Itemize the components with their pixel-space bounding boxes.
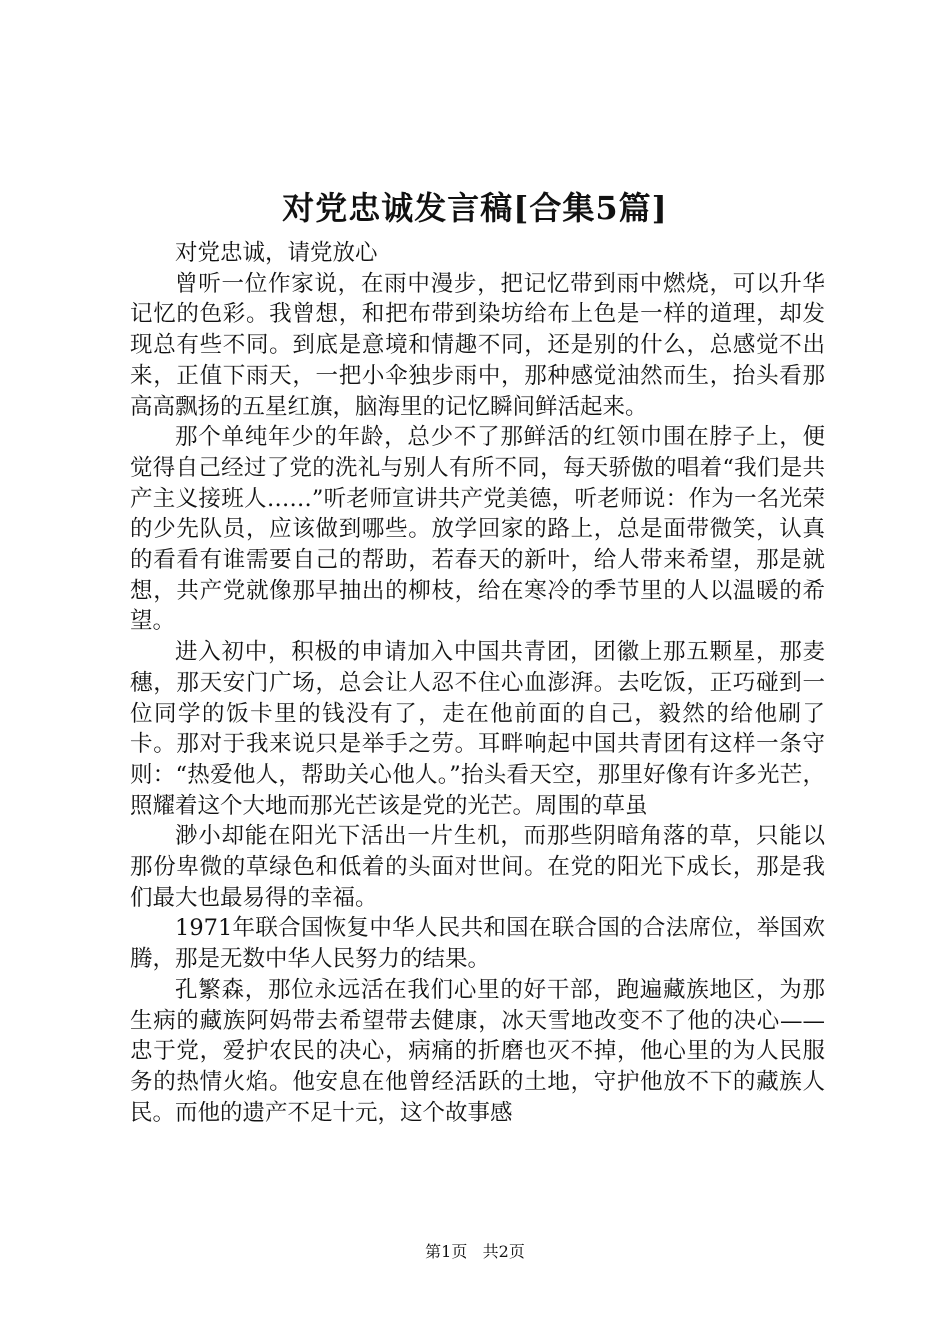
page-number: 第1页: [425, 1242, 468, 1261]
page-footer: [0, 1241, 950, 1263]
paragraph: 那个单纯年少的年龄，总少不了那鲜活的红领巾围在脖子上，便觉得自己经过了党的洗礼与别人有所不同，每天骄傲的唱着“我们是共产主义接班人……”听老师宣讲共产党美德，听老师说：作为一名光荣的少先队员，应该做到哪些。放学回家的路上，总是面带微笑，认真的看看有谁需要自己的帮助，若春天的新叶，给人带来希望，那是就想，共产党就像那早抽出的柳枝，给在寒冷的季节里的人以温暖的希望。: [130, 424, 825, 635]
paragraph-subtitle: 对党忠诚，请党放心: [175, 240, 378, 266]
paragraph: 1971年联合国恢复中华人民共和国在联合国的合法席位，举国欢腾，那是无数中华人民努力的结果。: [130, 915, 825, 973]
document-title: 对党忠诚发言稿[合集5篇]: [282, 189, 668, 227]
paragraph: 曾听一位作家说，在雨中漫步，把记忆带到雨中燃烧，可以升华记忆的色彩。我曾想，和把布带到染坊给布上色是一样的道理，却发现总有些不同。到底是意境和情趣不同，还是别的什么，总感觉不出来，正值下雨天，一把小伞独步雨中，那种感觉油然而生，抬头看那高高飘扬的五星红旗，脑海里的记忆瞬间鲜活起来。: [130, 270, 825, 420]
page-total: 共2页: [482, 1242, 525, 1261]
paragraph: 进入初中，积极的申请加入中国共青团，团徽上那五颗星，那麦穗，那天安门广场，总会让人忍不住心血澎湃。去吃饭，正巧碰到一位同学的饭卡里的钱没有了，走在他前面的自己，毅然的给他刷了卡。那对于我来说只是举手之劳。耳畔响起中国共青团有这样一条守则：“热爱他人，帮助关心他人。”抬头看天空，那里好像有许多光芒，照耀着这个大地而那光芒该是党的光芒。周围的草虽: [130, 639, 825, 819]
paragraph: 孔繁森，那位永远活在我们心里的好干部，跑遍藏族地区，为那生病的藏族阿妈带去希望带去健康，冰天雪地改变不了他的决心——忠于党，爱护农民的决心，病痛的折磨也灭不掉，他心里的为人民服务的热情火焰。他安息在他曾经活跃的土地，守护他放不下的藏族人民。而他的遗产不足十元，这个故事感: [130, 976, 825, 1126]
document-body: [130, 238, 825, 1128]
paragraph: 渺小却能在阳光下活出一片生机，而那些阴暗角落的草，只能以那份卑微的草绿色和低着的头面对世间。在党的阳光下成长，那是我们最大也最易得的幸福。: [130, 823, 825, 911]
